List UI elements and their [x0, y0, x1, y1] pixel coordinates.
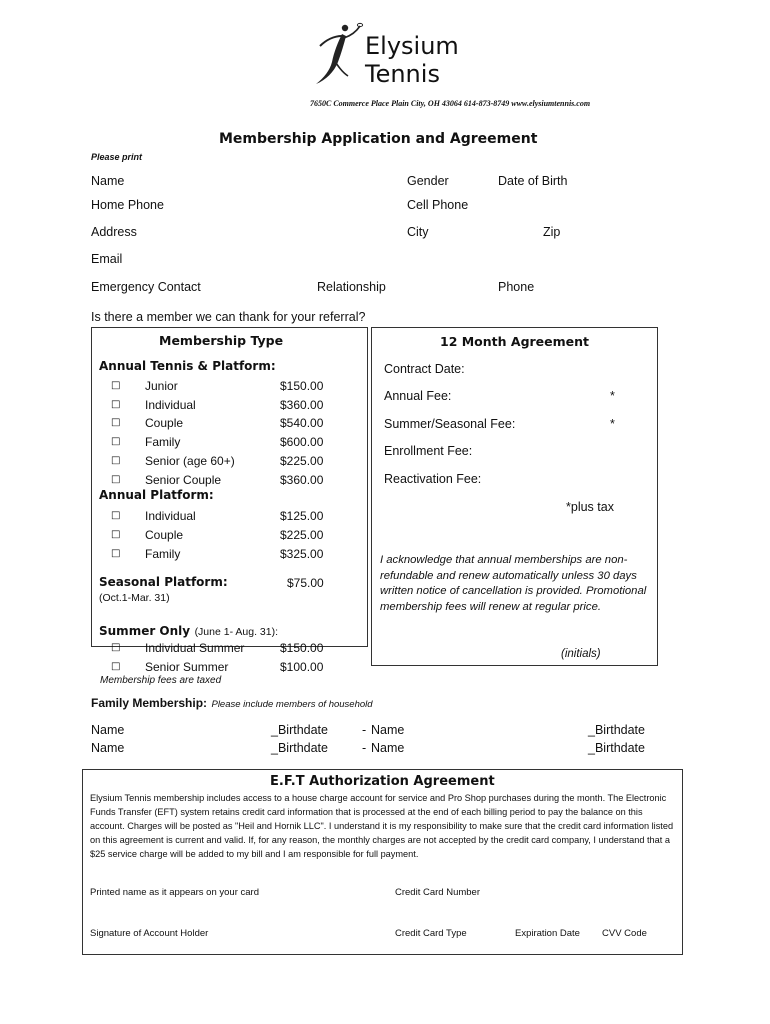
referral-question[interactable]: Is there a member we can thank for your referral?	[91, 310, 366, 324]
reactivation-fee-label[interactable]: Reactivation Fee:	[384, 472, 482, 486]
eft-terms-text: Elysium Tennis membership includes access to a house charge account for service and Pro Shop purchases during the month. The Electronic Funds Transfer (EFT) system retains credit card information that is processed at the end of each billing period to pay the balance on this account. Charges will be posted as "Heil and Hornik LLC". I understand it is my responsibility to make sure that the credit card information listed on this agreement is current and valid. If, for any reason, the monthly charges are not accepted by the credit card company, I understand that a $25 service charge will be added to my bill and I am responsible for full payment.	[90, 793, 674, 859]
address-field-label[interactable]: Address	[91, 225, 137, 239]
annual-fee-label[interactable]: Annual Fee:	[384, 389, 452, 403]
membership-option-checkbox[interactable]: □	[111, 454, 121, 466]
eft-heading: E.F.T Authorization Agreement	[270, 774, 495, 789]
cell-phone-field-label[interactable]: Cell Phone	[407, 198, 469, 212]
membership-option-label: Couple	[145, 416, 184, 431]
name-field-label[interactable]: Name	[91, 174, 125, 188]
summer-only-dates: (June 1- Aug. 31):	[194, 626, 279, 638]
family-birthdate-field[interactable]: _Birthdate	[588, 741, 645, 755]
membership-option-price: $360.00	[280, 472, 324, 487]
card-type-field[interactable]: Credit Card Type	[395, 928, 467, 939]
membership-option-price: $150.00	[280, 641, 324, 655]
membership-option-checkbox[interactable]: □	[111, 473, 121, 485]
membership-type-heading: Membership Type	[159, 333, 284, 348]
contract-date-label[interactable]: Contract Date:	[384, 362, 465, 376]
membership-option-label: Senior Couple	[145, 472, 222, 487]
logo-name-line1: Elysium	[365, 32, 459, 60]
membership-option-checkbox[interactable]: □	[111, 529, 121, 540]
membership-option-checkbox[interactable]: □	[111, 380, 121, 391]
membership-option-label: Family	[145, 547, 181, 561]
family-birthdate-field[interactable]: _Birthdate	[271, 723, 328, 737]
agreement-heading: 12 Month Agreement	[440, 334, 590, 349]
seasonal-platform-title: Seasonal Platform:	[99, 575, 228, 589]
fees-taxed-note: Membership fees are taxed	[100, 675, 222, 686]
seasonal-fee-label[interactable]: Summer/Seasonal Fee:	[384, 417, 516, 431]
membership-option-checkbox[interactable]: □	[111, 548, 121, 559]
family-birthdate-field[interactable]: _Birthdate	[271, 741, 328, 755]
membership-option-label: Individual	[145, 397, 196, 412]
family-membership-note: Please include members of household	[211, 699, 373, 710]
membership-option-checkbox[interactable]: □	[111, 417, 121, 429]
gender-field-label[interactable]: Gender	[407, 174, 449, 188]
seasonal-fee-tax-star: *	[610, 417, 615, 431]
logo-name-line2: Tennis	[365, 60, 440, 88]
membership-option-price: $325.00	[280, 547, 324, 561]
membership-option-label: Individual	[145, 509, 196, 523]
membership-option-checkbox[interactable]: □	[111, 398, 121, 410]
membership-option-checkbox[interactable]: □	[111, 436, 121, 448]
summer-only-heading	[99, 622, 278, 640]
card-number-field[interactable]: Credit Card Number	[395, 887, 480, 898]
family-name-field[interactable]: Name	[91, 723, 125, 737]
expiration-date-field[interactable]: Expiration Date	[515, 928, 580, 939]
annual-fee-tax-star: *	[610, 389, 615, 403]
agreement-box	[371, 327, 658, 666]
membership-option-label: Family	[145, 435, 181, 450]
printed-name-field[interactable]: Printed name as it appears on your card	[90, 887, 259, 898]
city-field-label[interactable]: City	[407, 225, 429, 239]
annual-tennis-title: Annual Tennis & Platform:	[99, 359, 276, 373]
family-birthdate-field[interactable]: _Birthdate	[588, 723, 645, 737]
membership-option-price: $100.00	[280, 660, 324, 674]
signature-field[interactable]: Signature of Account Holder	[90, 928, 209, 939]
business-address: 7650C Commerce Place Plain City, OH 43064 614-873-8749 www.elysiumtennis.com	[310, 99, 591, 108]
dob-field-label[interactable]: Date of Birth	[498, 174, 568, 188]
family-membership-heading	[91, 694, 373, 712]
enrollment-fee-label[interactable]: Enrollment Fee:	[384, 444, 473, 458]
emergency-contact-field-label[interactable]: Emergency Contact	[91, 280, 201, 294]
family-name-field[interactable]: Name	[91, 741, 125, 755]
seasonal-platform-price: $75.00	[287, 576, 324, 590]
family-name-field[interactable]: Name	[371, 741, 405, 755]
membership-option-price: $125.00	[280, 509, 324, 523]
membership-option-price: $225.00	[280, 528, 324, 542]
annual-platform-title: Annual Platform:	[99, 488, 214, 502]
tennis-player-logo-icon	[312, 22, 364, 88]
family-membership-title: Family Membership:	[91, 696, 208, 710]
family-separator: -	[362, 723, 367, 737]
zip-field-label[interactable]: Zip	[543, 225, 561, 239]
page-title: Membership Application and Agreement	[219, 131, 538, 147]
membership-option-price: $600.00	[280, 435, 324, 450]
email-field-label[interactable]: Email	[91, 252, 123, 266]
membership-option-label: Junior	[145, 379, 178, 393]
plus-tax-note: *plus tax	[566, 500, 614, 514]
membership-option-label: Senior Summer	[145, 660, 229, 674]
relationship-field-label[interactable]: Relationship	[317, 280, 386, 294]
membership-option-checkbox[interactable]: □	[111, 510, 121, 521]
membership-option-price: $360.00	[280, 397, 324, 412]
membership-option-label: Couple	[145, 528, 184, 542]
membership-option-price: $225.00	[280, 453, 324, 468]
home-phone-field-label[interactable]: Home Phone	[91, 198, 164, 212]
membership-option-checkbox[interactable]: □	[111, 642, 121, 653]
membership-option-label: Senior (age 60+)	[145, 453, 235, 468]
cvv-code-field[interactable]: CVV Code	[602, 928, 647, 939]
membership-option-checkbox[interactable]: □	[111, 661, 121, 672]
membership-option-price: $150.00	[280, 379, 324, 393]
summer-only-title: Summer Only	[99, 624, 191, 638]
family-name-field[interactable]: Name	[371, 723, 405, 737]
family-separator: -	[362, 741, 367, 755]
acknowledgement-text: I acknowledge that annual memberships are non-refundable and renew automatically unless 30 days written notice of cancellation is provided. Promotional membership fees will renew at regular price.	[380, 554, 647, 613]
membership-option-label: Individual Summer	[145, 641, 245, 655]
please-print-note: Please print	[91, 152, 143, 162]
initials-field[interactable]: (initials)	[561, 648, 601, 660]
phone-field-label[interactable]: Phone	[498, 280, 535, 294]
membership-option-price: $540.00	[280, 416, 324, 431]
seasonal-platform-dates: (Oct.1-Mar. 31)	[99, 592, 170, 604]
